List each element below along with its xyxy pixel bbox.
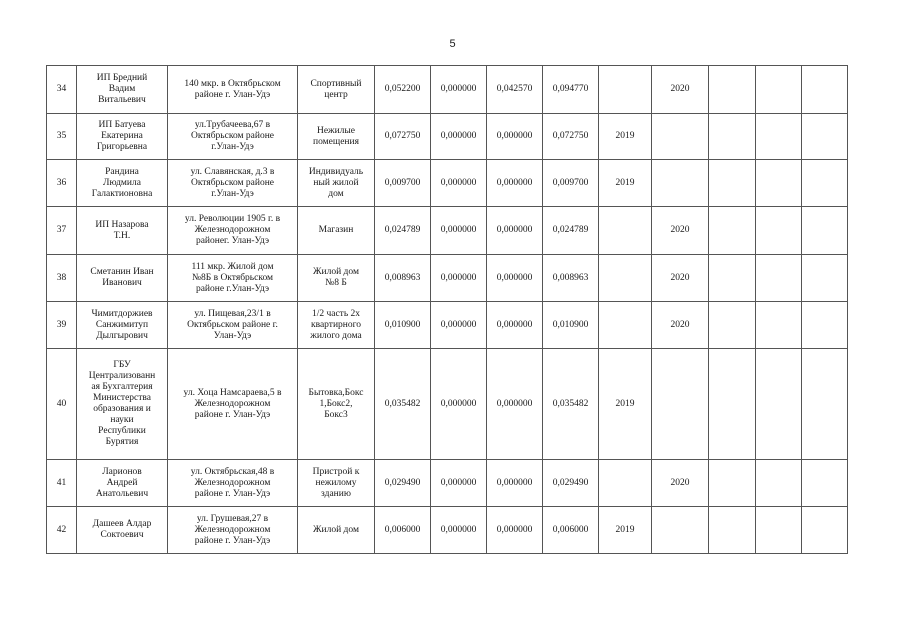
- empty-col-1: [709, 507, 756, 554]
- empty-col-2: [756, 207, 802, 255]
- year-2019: [599, 460, 652, 507]
- load-value-1: 0,052200: [375, 66, 431, 114]
- load-value-2: 0,000000: [431, 302, 487, 349]
- load-value-2: 0,000000: [431, 160, 487, 207]
- load-value-3: 0,000000: [487, 460, 543, 507]
- applicant-name: ГБУ Централизованн ая Бухгалтерия Министерства образования и науки Республики Бурятия: [77, 349, 168, 460]
- load-value-1: 0,008963: [375, 255, 431, 302]
- empty-col-2: [756, 160, 802, 207]
- load-total: 0,008963: [543, 255, 599, 302]
- empty-col-2: [756, 349, 802, 460]
- applicant-name: Ларионов Андрей Анатольевич: [77, 460, 168, 507]
- year-2019: [599, 255, 652, 302]
- load-value-3: 0,000000: [487, 255, 543, 302]
- load-value-3: 0,000000: [487, 302, 543, 349]
- table-row: [47, 302, 848, 349]
- load-value-1: 0,006000: [375, 507, 431, 554]
- load-value-2: 0,000000: [431, 255, 487, 302]
- object-address: ул. Славянская, д.3 в Октябрьском районе г.Улан-Удэ: [168, 160, 298, 207]
- page-number: 5: [449, 38, 456, 50]
- object-address: 111 мкр. Жилой дом №8Б в Октябрьском районе г.Улан-Удэ: [168, 255, 298, 302]
- empty-col-1: [709, 302, 756, 349]
- load-value-3: 0,000000: [487, 349, 543, 460]
- load-value-1: 0,029490: [375, 460, 431, 507]
- empty-col-2: [756, 66, 802, 114]
- load-value-2: 0,000000: [431, 460, 487, 507]
- year-2020: 2020: [652, 255, 709, 302]
- empty-col-2: [756, 507, 802, 554]
- load-total: 0,094770: [543, 66, 599, 114]
- empty-col-3: [802, 66, 848, 114]
- year-2019: 2019: [599, 507, 652, 554]
- empty-col-1: [709, 207, 756, 255]
- applicant-name: ИП Батуева Екатерина Григорьевна: [77, 114, 168, 160]
- load-value-2: 0,000000: [431, 114, 487, 160]
- object-type: Нежилые помещения: [298, 114, 375, 160]
- object-type: Спортивный центр: [298, 66, 375, 114]
- empty-col-1: [709, 160, 756, 207]
- load-total: 0,006000: [543, 507, 599, 554]
- row-number: 40: [47, 349, 77, 460]
- load-value-3: 0,000000: [487, 114, 543, 160]
- load-total: 0,010900: [543, 302, 599, 349]
- applicant-name: Чимитдоржиев Санжимитуп Дылгырович: [77, 302, 168, 349]
- year-2020: [652, 349, 709, 460]
- object-type: 1/2 часть 2х квартирного жилого дома: [298, 302, 375, 349]
- empty-col-3: [802, 160, 848, 207]
- empty-col-1: [709, 255, 756, 302]
- table-row: [47, 66, 848, 114]
- load-value-3: 0,000000: [487, 507, 543, 554]
- empty-col-3: [802, 460, 848, 507]
- year-2019: [599, 207, 652, 255]
- table-row: [47, 207, 848, 255]
- object-type: Жилой дом №8 Б: [298, 255, 375, 302]
- load-total: 0,072750: [543, 114, 599, 160]
- row-number: 41: [47, 460, 77, 507]
- object-type: Индивидуаль ный жилой дом: [298, 160, 375, 207]
- table-body: [47, 66, 848, 554]
- year-2019: [599, 302, 652, 349]
- object-address: ул. Пищевая,23/1 в Октябрьском районе г. Улан-Удэ: [168, 302, 298, 349]
- object-address: ул. Хоца Намсараева,5 в Железнодорожном районе г. Улан-Удэ: [168, 349, 298, 460]
- load-value-3: 0,000000: [487, 160, 543, 207]
- load-value-1: 0,009700: [375, 160, 431, 207]
- year-2020: 2020: [652, 302, 709, 349]
- load-total: 0,009700: [543, 160, 599, 207]
- load-value-1: 0,072750: [375, 114, 431, 160]
- load-value-3: 0,000000: [487, 207, 543, 255]
- load-total: 0,024789: [543, 207, 599, 255]
- year-2019: 2019: [599, 160, 652, 207]
- empty-col-2: [756, 255, 802, 302]
- object-type: Пристрой к нежилому зданию: [298, 460, 375, 507]
- row-number: 37: [47, 207, 77, 255]
- table-row: [47, 114, 848, 160]
- object-type: Бытовка,Бокс 1,Бокс2, Бокс3: [298, 349, 375, 460]
- empty-col-1: [709, 349, 756, 460]
- load-value-2: 0,000000: [431, 349, 487, 460]
- year-2020: 2020: [652, 460, 709, 507]
- row-number: 38: [47, 255, 77, 302]
- load-value-2: 0,000000: [431, 207, 487, 255]
- empty-col-2: [756, 114, 802, 160]
- row-number: 39: [47, 302, 77, 349]
- empty-col-3: [802, 507, 848, 554]
- year-2020: 2020: [652, 66, 709, 114]
- object-address: 140 мкр. в Октябрьском районе г. Улан-Удэ: [168, 66, 298, 114]
- empty-col-3: [802, 255, 848, 302]
- empty-col-3: [802, 207, 848, 255]
- load-total: 0,029490: [543, 460, 599, 507]
- object-address: ул. Революции 1905 г. в Железнодорожном районег. Улан-Удэ: [168, 207, 298, 255]
- empty-col-3: [802, 114, 848, 160]
- empty-col-2: [756, 302, 802, 349]
- load-total: 0,035482: [543, 349, 599, 460]
- applicant-name: ИП Бредний Вадим Витальевич: [77, 66, 168, 114]
- empty-col-1: [709, 66, 756, 114]
- applicant-name: Дашеев Алдар Соктоевич: [77, 507, 168, 554]
- row-number: 34: [47, 66, 77, 114]
- object-address: ул. Октябрьская,48 в Железнодорожном районе г. Улан-Удэ: [168, 460, 298, 507]
- year-2020: [652, 507, 709, 554]
- row-number: 42: [47, 507, 77, 554]
- year-2020: 2020: [652, 207, 709, 255]
- year-2019: 2019: [599, 349, 652, 460]
- row-number: 35: [47, 114, 77, 160]
- row-number: 36: [47, 160, 77, 207]
- object-type: Жилой дом: [298, 507, 375, 554]
- object-type: Магазин: [298, 207, 375, 255]
- year-2019: 2019: [599, 114, 652, 160]
- applicant-name: Рандина Людмила Галактионовна: [77, 160, 168, 207]
- empty-col-3: [802, 302, 848, 349]
- year-2019: [599, 66, 652, 114]
- year-2020: [652, 160, 709, 207]
- applicant-name: ИП Назарова Т.Н.: [77, 207, 168, 255]
- table-row: [47, 460, 848, 507]
- load-value-2: 0,000000: [431, 507, 487, 554]
- empty-col-1: [709, 460, 756, 507]
- empty-col-3: [802, 349, 848, 460]
- table-row: [47, 160, 848, 207]
- table-row: [47, 255, 848, 302]
- empty-col-1: [709, 114, 756, 160]
- object-address: ул. Грушевая,27 в Железнодорожном районе г. Улан-Удэ: [168, 507, 298, 554]
- load-value-3: 0,042570: [487, 66, 543, 114]
- year-2020: [652, 114, 709, 160]
- load-value-1: 0,010900: [375, 302, 431, 349]
- load-value-1: 0,035482: [375, 349, 431, 460]
- empty-col-2: [756, 460, 802, 507]
- table-row: [47, 349, 848, 460]
- applicant-name: Сметанин Иван Иванович: [77, 255, 168, 302]
- object-address: ул.Трубачеева,67 в Октябрьском районе г.Улан-Удэ: [168, 114, 298, 160]
- connections-table: [46, 65, 848, 554]
- table-row: [47, 507, 848, 554]
- load-value-1: 0,024789: [375, 207, 431, 255]
- load-value-2: 0,000000: [431, 66, 487, 114]
